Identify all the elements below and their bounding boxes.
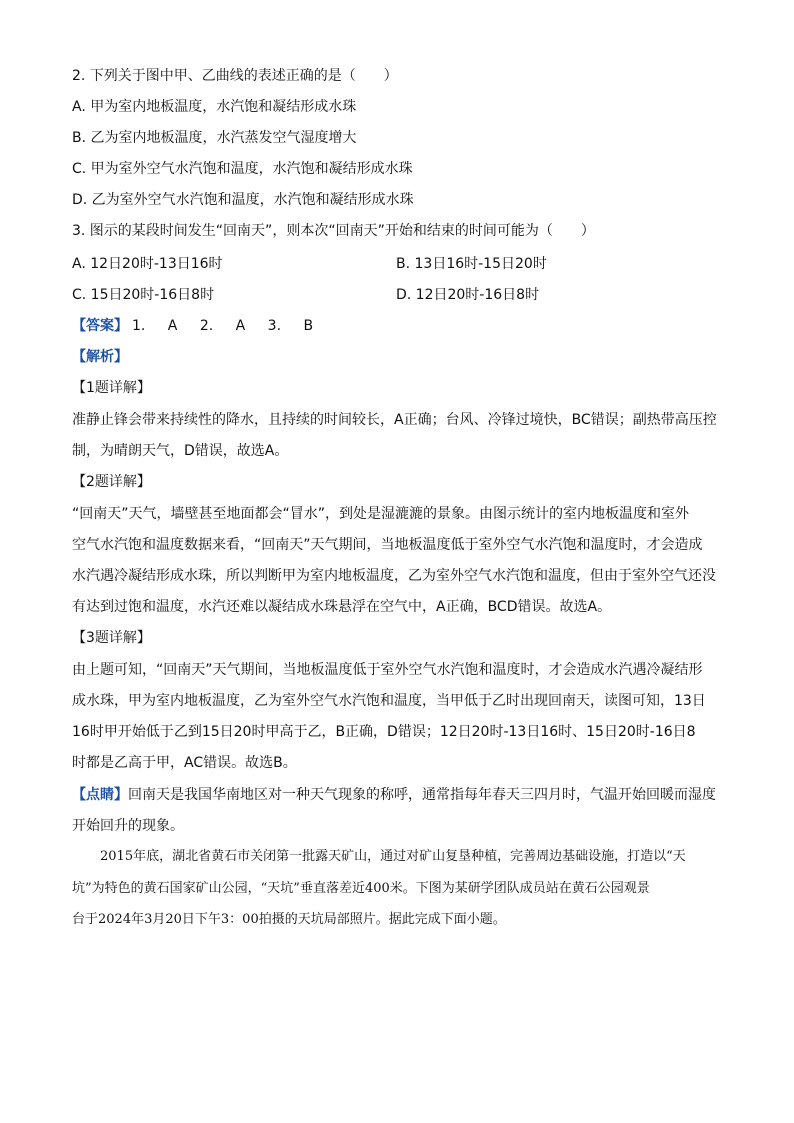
answer-values: 1. A 2. A 3. B: [132, 318, 314, 334]
intro-line-2: 坑”为特色的黄石国家矿山公园，“天坑”垂直落差近400米。下图为某研学团队成员站在黄石公园观景: [72, 881, 650, 896]
detail-1-line-1: 准静止锋会带来持续性的降水，且持续的时间较长，A正确；台风、冷锋过境快，BC错误；副热带高压控: [72, 412, 717, 428]
q2-option-a: A. 甲为室内地板温度，水汽饱和凝结形成水珠: [72, 99, 357, 115]
intro-line-3: 台于2024年3月20日下午3：00拍摄的天坑局部照片。据此完成下面小题。: [72, 912, 506, 927]
point-label: 【点睛】: [72, 787, 128, 803]
answer-line: [72, 316, 313, 336]
answer-label: 【答案】: [72, 318, 128, 334]
point-line-1: [72, 785, 716, 805]
q3-stem: 3. 图示的某段时间发生“回南天”，则本次“回南天”开始和结束的时间可能为（ ）: [72, 223, 595, 239]
point-line-2: 开始回升的现象。: [72, 818, 184, 834]
detail-3-line-1: 由上题可知，“回南天”天气期间，当地板温度低于室外空气水汽饱和温度时，才会造成水汽遇冷凝结形: [72, 662, 703, 678]
point-text-1: 回南天是我国华南地区对一种天气现象的称呼，通常指每年春天三四月时，气温开始回暖而湿度: [128, 787, 716, 803]
detail-2-line-1: “回南天”天气，墙壁甚至地面都会“冒水”，到处是湿漉漉的景象。由图示统计的室内地板温度和室外: [72, 506, 690, 522]
detail-3-line-2: 成水珠，甲为室内地板温度，乙为室外空气水汽饱和温度，当甲低于乙时出现回南天，读图可知，13日: [72, 693, 706, 709]
detail-3-line-4: 时都是乙高于甲，AC错误。故选B。: [72, 755, 297, 771]
q3-option-a: A. 12日20时-13日16时: [72, 256, 223, 272]
q2-option-d: D. 乙为室外空气水汽饱和温度，水汽饱和凝结形成水珠: [72, 192, 414, 208]
q3-option-c: C. 15日20时-16日8时: [72, 287, 215, 303]
q2-option-b: B. 乙为室内地板温度，水汽蒸发空气湿度增大: [72, 130, 357, 146]
q3-option-b: B. 13日16时-15日20时: [396, 256, 547, 272]
detail-2-heading: 【2题详解】: [72, 474, 151, 490]
detail-2-line-2: 空气水汽饱和温度数据来看，“回南天”天气期间，当地板温度低于室外空气水汽饱和温度时，才会造成: [72, 537, 703, 553]
detail-1-line-2: 制，为晴朗天气，D错误，故选A。: [72, 443, 289, 459]
detail-1-heading: 【1题详解】: [72, 380, 151, 396]
detail-3-heading: 【3题详解】: [72, 630, 151, 646]
analysis-heading: 【解析】: [72, 349, 128, 365]
intro-line-1: 2015年底，湖北省黄石市关闭第一批露天矿山，通过对矿山复垦种植，完善周边基础设施，打造以“天: [100, 849, 686, 864]
q2-option-c: C. 甲为室外空气水汽饱和温度，水汽饱和凝结形成水珠: [72, 161, 413, 177]
detail-2-line-4: 有达到过饱和温度，水汽还难以凝结成水珠悬浮在空气中，A正确，BCD错误。故选A。: [72, 599, 612, 615]
q3-option-d: D. 12日20时-16日8时: [396, 287, 540, 303]
detail-2-line-3: 水汽遇冷凝结形成水珠，所以判断甲为室内地板温度，乙为室外空气水汽饱和温度，但由于室外空气还没: [72, 568, 716, 584]
detail-3-line-3: 16时甲开始低于乙到15日20时甲高于乙，B正确，D错误；12日20时-13日16时、15日20时-16日8: [72, 724, 696, 740]
q2-stem: 2. 下列关于图中甲、乙曲线的表述正确的是（ ）: [72, 68, 398, 84]
